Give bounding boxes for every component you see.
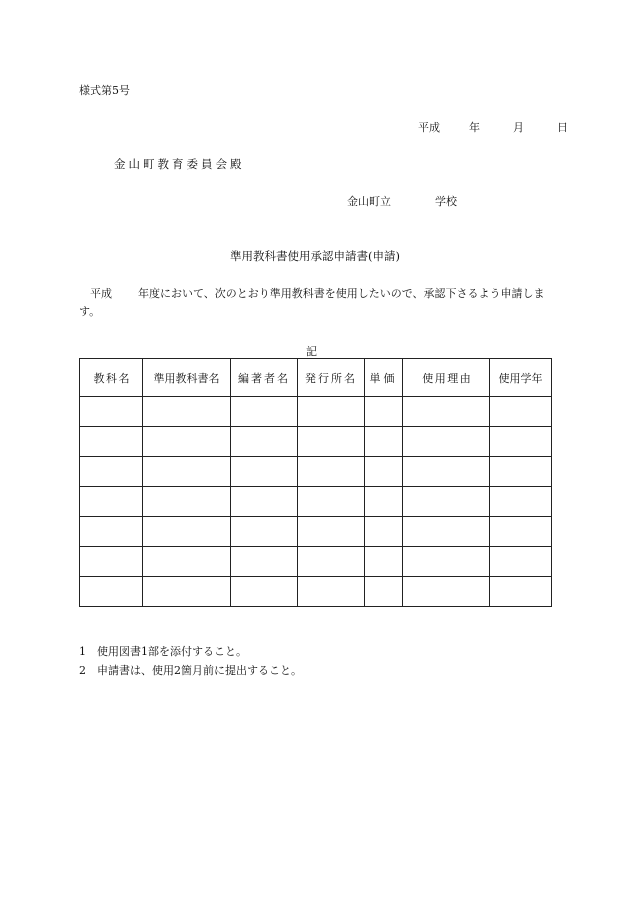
table-cell[interactable]	[490, 517, 552, 547]
date-era: 平成	[418, 121, 440, 134]
table-cell[interactable]	[80, 517, 143, 547]
table-row	[80, 397, 552, 427]
note-item	[79, 642, 302, 661]
table-cell[interactable]	[231, 577, 298, 607]
date-year-label: 年	[469, 121, 480, 134]
note-item	[79, 661, 302, 680]
table-cell[interactable]	[143, 427, 231, 457]
table-row	[80, 577, 552, 607]
table-cell[interactable]	[298, 487, 365, 517]
header-grade: 使用学年	[490, 359, 552, 397]
note-number: 1	[79, 645, 86, 658]
header-publisher: 発行所名	[298, 359, 365, 397]
table-cell[interactable]	[231, 517, 298, 547]
body-era: 平成	[90, 287, 112, 300]
ki-label: 記	[306, 345, 317, 358]
table-header-row	[80, 359, 552, 397]
table-cell[interactable]	[365, 457, 403, 487]
table-cell[interactable]	[365, 427, 403, 457]
header-subject: 教 科 名	[80, 359, 143, 397]
table-cell[interactable]	[490, 577, 552, 607]
table-row	[80, 427, 552, 457]
note-text: 使用図書1部を添付すること。	[97, 645, 247, 658]
table-cell[interactable]	[231, 457, 298, 487]
note-text: 申請書は、使用2箇月前に提出すること。	[97, 664, 302, 677]
table-cell[interactable]	[298, 397, 365, 427]
table-cell[interactable]	[403, 427, 490, 457]
table-row	[80, 547, 552, 577]
school-line	[347, 193, 457, 209]
table-cell[interactable]	[403, 487, 490, 517]
header-reason: 使 用 理 由	[403, 359, 490, 397]
table-cell[interactable]	[365, 397, 403, 427]
school-prefix: 金山町立	[347, 195, 391, 208]
table-body	[80, 397, 552, 607]
table-cell[interactable]	[80, 457, 143, 487]
table-cell[interactable]	[298, 427, 365, 457]
table-cell[interactable]	[298, 457, 365, 487]
table-cell[interactable]	[490, 427, 552, 457]
table-cell[interactable]	[403, 547, 490, 577]
table-cell[interactable]	[80, 577, 143, 607]
table-cell[interactable]	[365, 487, 403, 517]
date-month-label: 月	[513, 121, 524, 134]
table-cell[interactable]	[80, 487, 143, 517]
table-cell[interactable]	[231, 547, 298, 577]
table-cell[interactable]	[403, 577, 490, 607]
table-cell[interactable]	[231, 427, 298, 457]
table-cell[interactable]	[403, 457, 490, 487]
table-cell[interactable]	[403, 397, 490, 427]
table-cell[interactable]	[143, 517, 231, 547]
body-text: 年度において、次のとおり準用教科書を使用したいので、承認下さるよう申請します。	[79, 287, 545, 318]
table-row	[80, 517, 552, 547]
table-cell[interactable]	[490, 457, 552, 487]
table-cell[interactable]	[143, 577, 231, 607]
header-textbook-name: 準用教科書名	[143, 359, 231, 397]
table-cell[interactable]	[490, 547, 552, 577]
table-cell[interactable]	[80, 397, 143, 427]
table-cell[interactable]	[298, 547, 365, 577]
table-cell[interactable]	[143, 547, 231, 577]
table-cell[interactable]	[490, 397, 552, 427]
school-suffix: 学校	[435, 195, 457, 208]
document-title: 準用教科書使用承認申請書(申請)	[230, 249, 400, 263]
date-day-label: 日	[557, 121, 568, 134]
table-cell[interactable]	[490, 487, 552, 517]
note-number: 2	[79, 664, 86, 677]
table-cell[interactable]	[365, 547, 403, 577]
table-cell[interactable]	[403, 517, 490, 547]
table-cell[interactable]	[365, 577, 403, 607]
addressee: 金山町教育委員会殿	[114, 157, 245, 171]
table-cell[interactable]	[80, 547, 143, 577]
header-unit-price: 単価	[365, 359, 403, 397]
application-table	[79, 358, 552, 607]
header-author: 編著者名	[231, 359, 298, 397]
table-cell[interactable]	[143, 397, 231, 427]
table-cell[interactable]	[231, 487, 298, 517]
table-cell[interactable]	[231, 397, 298, 427]
table-cell[interactable]	[143, 457, 231, 487]
date-line	[418, 119, 568, 135]
table-cell[interactable]	[298, 577, 365, 607]
table-row	[80, 487, 552, 517]
table-cell[interactable]	[298, 517, 365, 547]
table-row	[80, 457, 552, 487]
table-cell[interactable]	[143, 487, 231, 517]
form-number: 様式第5号	[79, 84, 130, 97]
notes-list	[79, 642, 302, 680]
table-cell[interactable]	[80, 427, 143, 457]
body-paragraph	[79, 285, 551, 321]
table-cell[interactable]	[365, 517, 403, 547]
